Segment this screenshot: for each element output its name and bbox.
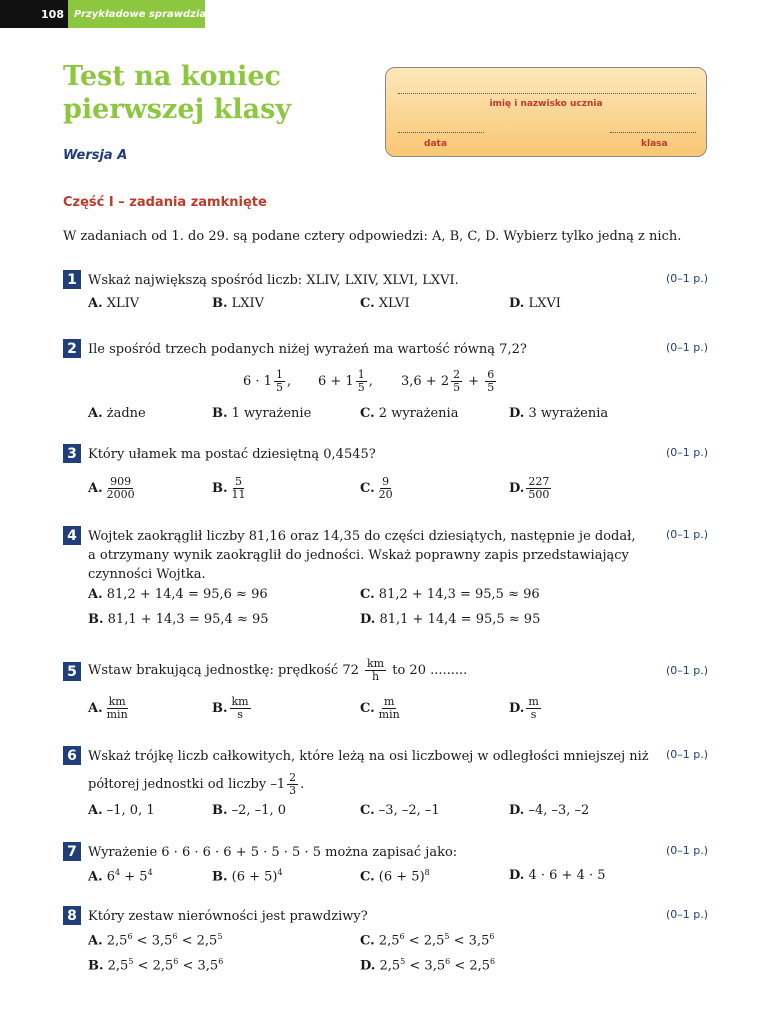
date-line[interactable] (398, 132, 484, 133)
answer-b[interactable]: B. $\frac{km}{s}$ (212, 695, 249, 721)
running-title: Przykładowe sprawdziany (74, 8, 220, 20)
answer-b[interactable]: B. 1 wyrażenie (212, 406, 312, 421)
task-points: (0–1 p.) (665, 341, 708, 354)
page-number: 108 (0, 0, 68, 28)
answer-c[interactable]: C. 2 wyrażenia (360, 406, 459, 421)
answer-b[interactable]: B. LXIV (212, 296, 265, 311)
answer-c[interactable]: C. $\frac{m}{\min}$ (360, 695, 400, 721)
answer-b[interactable]: B. 81,1 + 14,3 = 95,4 ≈ 95 (88, 612, 269, 627)
answer-a[interactable]: A. $6^4 + 5^4$ (88, 868, 153, 885)
answer-b[interactable]: B. –2, –1, 0 (212, 803, 286, 818)
answer-a[interactable]: A. $2,5^6 < 3,5^6 < 2,5^5$ (88, 932, 223, 949)
task-points: (0–1 p.) (665, 446, 708, 459)
answer-a[interactable]: A. –1, 0, 1 (88, 803, 155, 818)
task-question: Wskaż największą spośród liczb: XLIV, LXIV, XLVI, LXVI. (88, 273, 459, 288)
answer-d[interactable]: D. –4, –3, –2 (509, 803, 590, 818)
title-line-1: Test na koniec (63, 61, 281, 92)
answer-c[interactable]: C. –3, –2, –1 (360, 803, 440, 818)
task-points: (0–1 p.) (665, 664, 708, 677)
class-label: klasa (641, 139, 668, 149)
answer-c[interactable]: C. $(6 + 5)^8$ (360, 868, 430, 885)
name-line[interactable] (398, 93, 696, 94)
name-label: imię i nazwisko ucznia (489, 99, 603, 109)
task-question: Wojtek zaokrąglił liczby 81,16 oraz 14,35 do części dziesiątych, następnie je dodał, a otrzymany wynik zaokrąglił do jedności. Wskaż poprawny zapis przedstawiający czynności Wojtka. (88, 529, 636, 582)
task-number: 2 (63, 339, 81, 358)
expression-2: 6 + 1 $\frac{1}{5}$ , (318, 368, 373, 394)
student-info-box (385, 67, 707, 157)
title-line-2: pierwszej klasy (63, 94, 292, 125)
answer-c[interactable]: C. $2,5^6 < 2,5^5 < 3,5^6$ (360, 932, 495, 949)
task-question: Który zestaw nierówności jest prawdziwy? (88, 909, 368, 924)
task-question: Wstaw brakującą jednostkę: prędkość 72 $\frac{km}{h}$ to 20 ......... (88, 657, 468, 683)
task-number: 3 (63, 444, 81, 463)
answer-a[interactable]: A. $\frac{909}{2000}$ (88, 475, 135, 501)
task-question: Wskaż trójkę liczb całkowitych, które leżą na osi liczbowej w odległości mniejszej niż półtorej jednostki od liczby –1 $\frac{2}{3}$ . (88, 749, 649, 797)
answer-a[interactable]: A. żadne (88, 406, 146, 421)
task-number: 8 (63, 906, 81, 925)
section-title: Część I – zadania zamknięte (63, 195, 267, 210)
answer-b[interactable]: B. $\frac{5}{11}$ (212, 475, 246, 501)
answer-a[interactable]: A. $\frac{km}{\min}$ (88, 695, 128, 721)
answer-d[interactable]: D. $2,5^5 < 3,5^6 < 2,5^6$ (360, 957, 496, 974)
expression-1: 6 · 1 $\frac{1}{5}$ , (243, 368, 292, 394)
answer-b[interactable]: B. $2,5^5 < 2,5^6 < 3,5^6$ (88, 957, 224, 974)
expression-3: 3,6 + 2 $\frac{2}{5}$ + $\frac{6}{5}$ (401, 368, 495, 394)
task-question: Wyrażenie 6 · 6 · 6 · 6 + 5 · 5 · 5 · 5 można zapisać jako: (88, 845, 458, 860)
task-question: Ile spośród trzech podanych niżej wyrażeń ma wartość równą 7,2? (88, 342, 527, 357)
answer-d[interactable]: D. 81,1 + 14,4 = 95,5 ≈ 95 (360, 612, 541, 627)
answer-d[interactable]: D. LXVI (509, 296, 561, 311)
task-number: 1 (63, 270, 81, 289)
task-points: (0–1 p.) (665, 908, 708, 921)
task-points: (0–1 p.) (665, 272, 708, 285)
date-label: data (424, 139, 447, 149)
task-number: 4 (63, 526, 81, 545)
task-points: (0–1 p.) (665, 844, 708, 857)
answer-d[interactable]: D. 4 · 6 + 4 · 5 (509, 868, 606, 883)
answer-d[interactable]: D. $\frac{227}{500}$ (509, 475, 550, 501)
task-number: 7 (63, 842, 81, 861)
answer-c[interactable]: C. $\frac{9}{20}$ (360, 475, 393, 501)
task-number: 5 (63, 662, 81, 681)
answer-a[interactable]: A. 81,2 + 14,4 = 95,6 ≈ 96 (88, 587, 268, 602)
answer-c[interactable]: C. 81,2 + 14,3 = 95,5 ≈ 96 (360, 587, 540, 602)
answer-c[interactable]: C. XLVI (360, 296, 410, 311)
task-number: 6 (63, 746, 81, 765)
answer-b[interactable]: B. $(6 + 5)^4$ (212, 868, 283, 885)
answer-a[interactable]: A. XLIV (88, 296, 140, 311)
answer-d[interactable]: D. $\frac{m}{s}$ (509, 695, 539, 721)
test-version: Wersja A (63, 148, 128, 163)
instructions: W zadaniach od 1. do 29. są podane cztery odpowiedzi: A, B, C, D. Wybierz tylko jedną z nich. (63, 229, 682, 244)
class-line[interactable] (610, 132, 696, 133)
task-points: (0–1 p.) (665, 528, 708, 541)
answer-d[interactable]: D. 3 wyrażenia (509, 406, 609, 421)
task-points: (0–1 p.) (665, 748, 708, 761)
page-title (63, 60, 291, 126)
task-question: Który ułamek ma postać dziesiętną 0,4545? (88, 447, 376, 462)
